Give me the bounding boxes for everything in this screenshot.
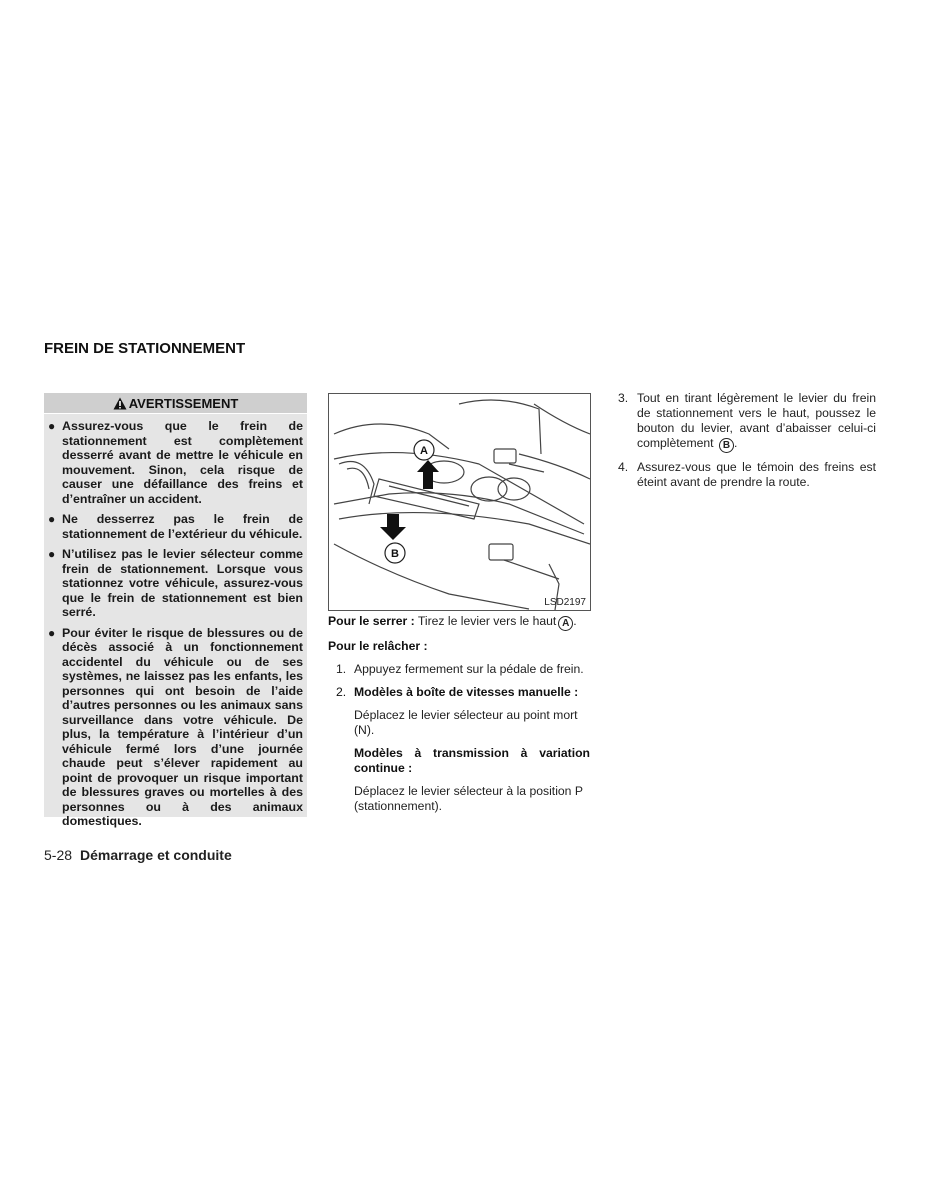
figure-code: LSD2197 bbox=[544, 597, 586, 608]
warning-triangle-icon bbox=[113, 397, 127, 410]
parking-brake-illustration bbox=[329, 394, 590, 610]
step2-manual-text: Déplacez le levier sélecteur au point mort (N). bbox=[354, 708, 578, 737]
step2-cvt-label: Modèles à transmission à variation continue : bbox=[354, 746, 590, 775]
warning-header bbox=[44, 393, 307, 414]
release-label: Pour le relâcher : bbox=[328, 639, 428, 653]
release-step-4: 4. Assurez-vous que le témoin des freins est éteint avant de prendre la route. bbox=[618, 460, 876, 489]
bullet-icon: ● bbox=[48, 512, 56, 526]
middle-column bbox=[328, 614, 590, 814]
step2-cvt-text: Déplacez le levier sélecteur à la position P (stationnement). bbox=[354, 784, 583, 813]
bullet-icon: ● bbox=[48, 625, 56, 640]
right-column bbox=[618, 391, 876, 490]
warning-box bbox=[44, 393, 307, 828]
section-title: FREIN DE STATIONNEMENT bbox=[44, 340, 246, 357]
warning-title: AVERTISSEMENT bbox=[128, 395, 239, 411]
apply-text: Tirez le levier vers le haut bbox=[417, 614, 557, 628]
bullet-icon: ● bbox=[48, 419, 56, 433]
figure-label-a: A bbox=[420, 445, 428, 457]
warning-item: ● N’utilisez pas le levier sélecteur comme frein de stationnement. Lorsque vous stationnez votre véhicule, assurez-vous que le frein de stationnement est bien serré. bbox=[48, 547, 303, 619]
apply-label: Pour le serrer : bbox=[328, 614, 415, 628]
ref-b-icon: B bbox=[719, 438, 734, 453]
release-step-1: 1. Appuyez fermement sur la pédale de frein. bbox=[336, 662, 584, 676]
warning-item: ● Ne desserrez pas le frein de stationnement de l’extérieur du véhicule. bbox=[48, 512, 303, 541]
page-footer bbox=[44, 847, 232, 863]
chapter-title: Démarrage et conduite bbox=[80, 847, 232, 863]
release-step-3: 3. Tout en tirant légèrement le levier du frein de stationnement vers le haut, poussez le bouton du levier, avant d’abaisser celui-ci complètement B . bbox=[618, 391, 876, 451]
figure-label-b: B bbox=[391, 548, 399, 560]
apply-instruction: Pour le serrer : Tirez le levier vers le haut A . bbox=[328, 614, 577, 629]
parking-brake-figure bbox=[328, 393, 591, 611]
ref-a-icon: A bbox=[558, 616, 573, 631]
warning-item: ● Assurez-vous que le frein de stationnement est complètement desserré avant de mettre le véhicule en mouvement. Sinon, cela risque de causer une défaillance des freins et d’entraîner un accident. bbox=[48, 419, 303, 506]
bullet-icon: ● bbox=[48, 547, 56, 561]
warning-item: ● Pour éviter le risque de blessures ou de décès associé à un fonctionnement accidentel du véhicule ou de ses systèmes, ne laissez pas les enfants, les personnes qui ont besoin de l’aide d’autres personnes ou les animaux sans surveillance dans votre véhicule. De plus, la température à l’intérieur d’un véhicule fermé lors d’une journée chaude peut s’élever rapidement au point de provoquer un risque important de blessures graves ou mortelles à des personnes ou à des animaux domestiques. bbox=[48, 625, 303, 828]
warning-list bbox=[44, 414, 307, 829]
page-number: 5-28 bbox=[44, 847, 73, 863]
release-step-2: 2. Modèles à boîte de vitesses manuelle : bbox=[336, 685, 579, 699]
